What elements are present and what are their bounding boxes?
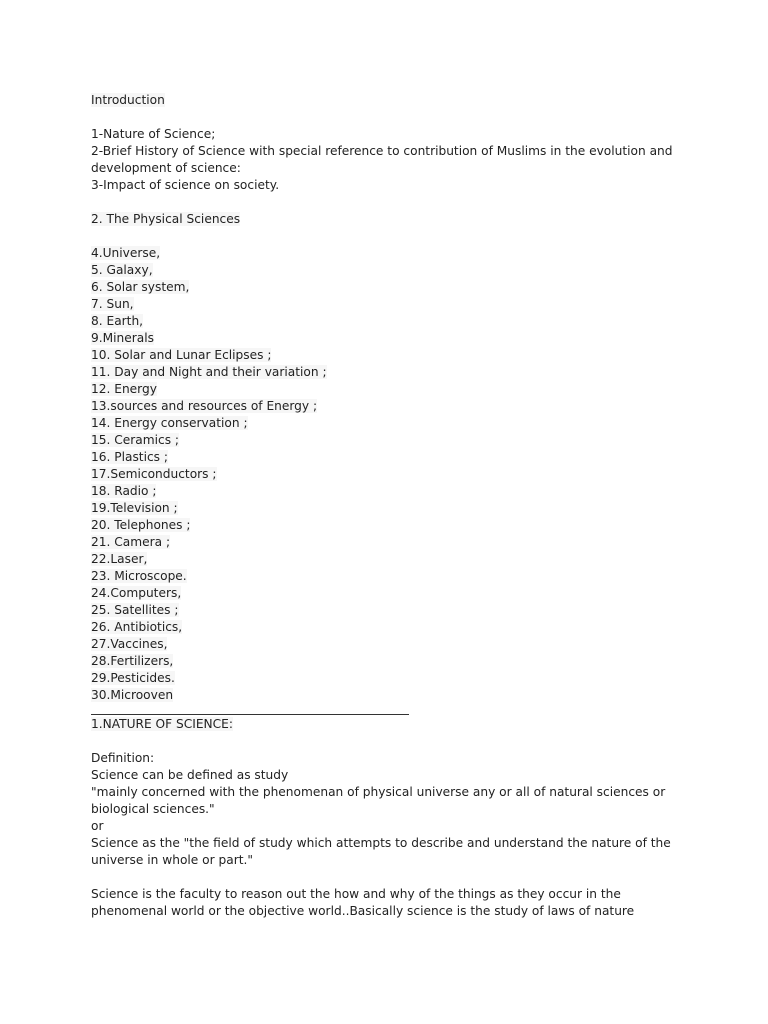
spacer: [91, 194, 691, 211]
physical-list-item-text: 27.Vaccines,: [91, 637, 168, 651]
physical-list-item: [91, 262, 691, 279]
physical-list-item-text: 9.Minerals: [91, 331, 154, 345]
physical-list-item: [91, 687, 691, 704]
physical-list-item: [91, 500, 691, 517]
physical-list-item-text: 5. Galaxy,: [91, 263, 153, 277]
physical-heading: 2. The Physical Sciences: [91, 212, 241, 226]
physical-list-item-text: 12. Energy: [91, 382, 157, 396]
document-page: [91, 92, 691, 920]
physical-list-item-text: 25. Satellites ;: [91, 603, 179, 617]
physical-list-item-text: 20. Telephones ;: [91, 518, 191, 532]
physical-list-item-text: 11. Day and Night and their variation ;: [91, 365, 327, 379]
physical-list-item: [91, 330, 691, 347]
physical-list-item: [91, 653, 691, 670]
physical-list-item: [91, 279, 691, 296]
science-paragraph: Science is the faculty to reason out the how and why of the things as they occur in the phenomenal world or the objective world..Basically science is the study of laws of nature: [91, 887, 635, 918]
physical-list-item-text: 30.Microoven: [91, 688, 174, 702]
physical-list-item-text: 7. Sun,: [91, 297, 134, 311]
physical-list-item-text: 21. Camera ;: [91, 535, 171, 549]
physical-list-item-text: 8. Earth,: [91, 314, 144, 328]
physical-list-item: [91, 585, 691, 602]
physical-list-item-text: 10. Solar and Lunar Eclipses ;: [91, 348, 272, 362]
physical-list-item-text: 23. Microscope.: [91, 569, 187, 583]
spacer: [91, 109, 691, 126]
definition-quote: "mainly concerned with the phenomenan of physical universe any or all of natural sciences or biological sciences.": [91, 785, 670, 816]
intro-item: 3-Impact of science on society.: [91, 178, 280, 192]
physical-list-item: [91, 245, 691, 262]
physical-list-item: [91, 602, 691, 619]
physical-list-item-text: 29.Pesticides.: [91, 671, 175, 685]
physical-list-item: [91, 313, 691, 330]
physical-sciences-list: [91, 245, 691, 704]
physical-list-item: [91, 296, 691, 313]
definition-text: Science can be defined as study: [91, 768, 289, 782]
physical-list-item: [91, 347, 691, 364]
divider-rule: [91, 704, 409, 715]
physical-list-item: [91, 483, 691, 500]
physical-list-item: [91, 568, 691, 585]
physical-list-item: [91, 449, 691, 466]
physical-list-item: [91, 534, 691, 551]
intro-heading: Introduction: [91, 93, 165, 107]
definition-alt: Science as the "the field of study which attempts to describe and understand the nature of the universe in whole or part.": [91, 836, 675, 867]
physical-list-item: [91, 517, 691, 534]
intro-item: 2-Brief History of Science with special reference to contribution of Muslims in the evolution and development of science:: [91, 144, 677, 175]
physical-list-item: [91, 466, 691, 483]
physical-list-item-text: 13.sources and resources of Energy ;: [91, 399, 318, 413]
physical-list-item: [91, 398, 691, 415]
physical-list-item-text: 18. Radio ;: [91, 484, 157, 498]
spacer: [91, 228, 691, 245]
physical-list-item-text: 28.Fertilizers,: [91, 654, 174, 668]
definition-or: or: [91, 819, 104, 833]
physical-list-item: [91, 551, 691, 568]
physical-list-item: [91, 670, 691, 687]
definition-label: Definition:: [91, 751, 155, 765]
physical-list-item-text: 14. Energy conservation ;: [91, 416, 248, 430]
physical-list-item-text: 6. Solar system,: [91, 280, 190, 294]
physical-list-item-text: 22.Laser,: [91, 552, 148, 566]
intro-item: 1-Nature of Science;: [91, 127, 216, 141]
physical-list-item-text: 24.Computers,: [91, 586, 182, 600]
physical-list-item: [91, 636, 691, 653]
physical-list-item-text: 17.Semiconductors ;: [91, 467, 217, 481]
physical-list-item: [91, 364, 691, 381]
physical-list-item-text: 19.Television ;: [91, 501, 178, 515]
physical-list-item-text: 16. Plastics ;: [91, 450, 169, 464]
physical-list-item-text: 26. Antibiotics,: [91, 620, 183, 634]
physical-list-item-text: 15. Ceramics ;: [91, 433, 180, 447]
physical-list-item: [91, 415, 691, 432]
nature-heading: 1.NATURE OF SCIENCE:: [91, 717, 233, 731]
spacer: [91, 869, 691, 886]
spacer: [91, 733, 691, 750]
physical-list-item-text: 4.Universe,: [91, 246, 161, 260]
physical-list-item: [91, 381, 691, 398]
physical-list-item: [91, 619, 691, 636]
physical-list-item: [91, 432, 691, 449]
